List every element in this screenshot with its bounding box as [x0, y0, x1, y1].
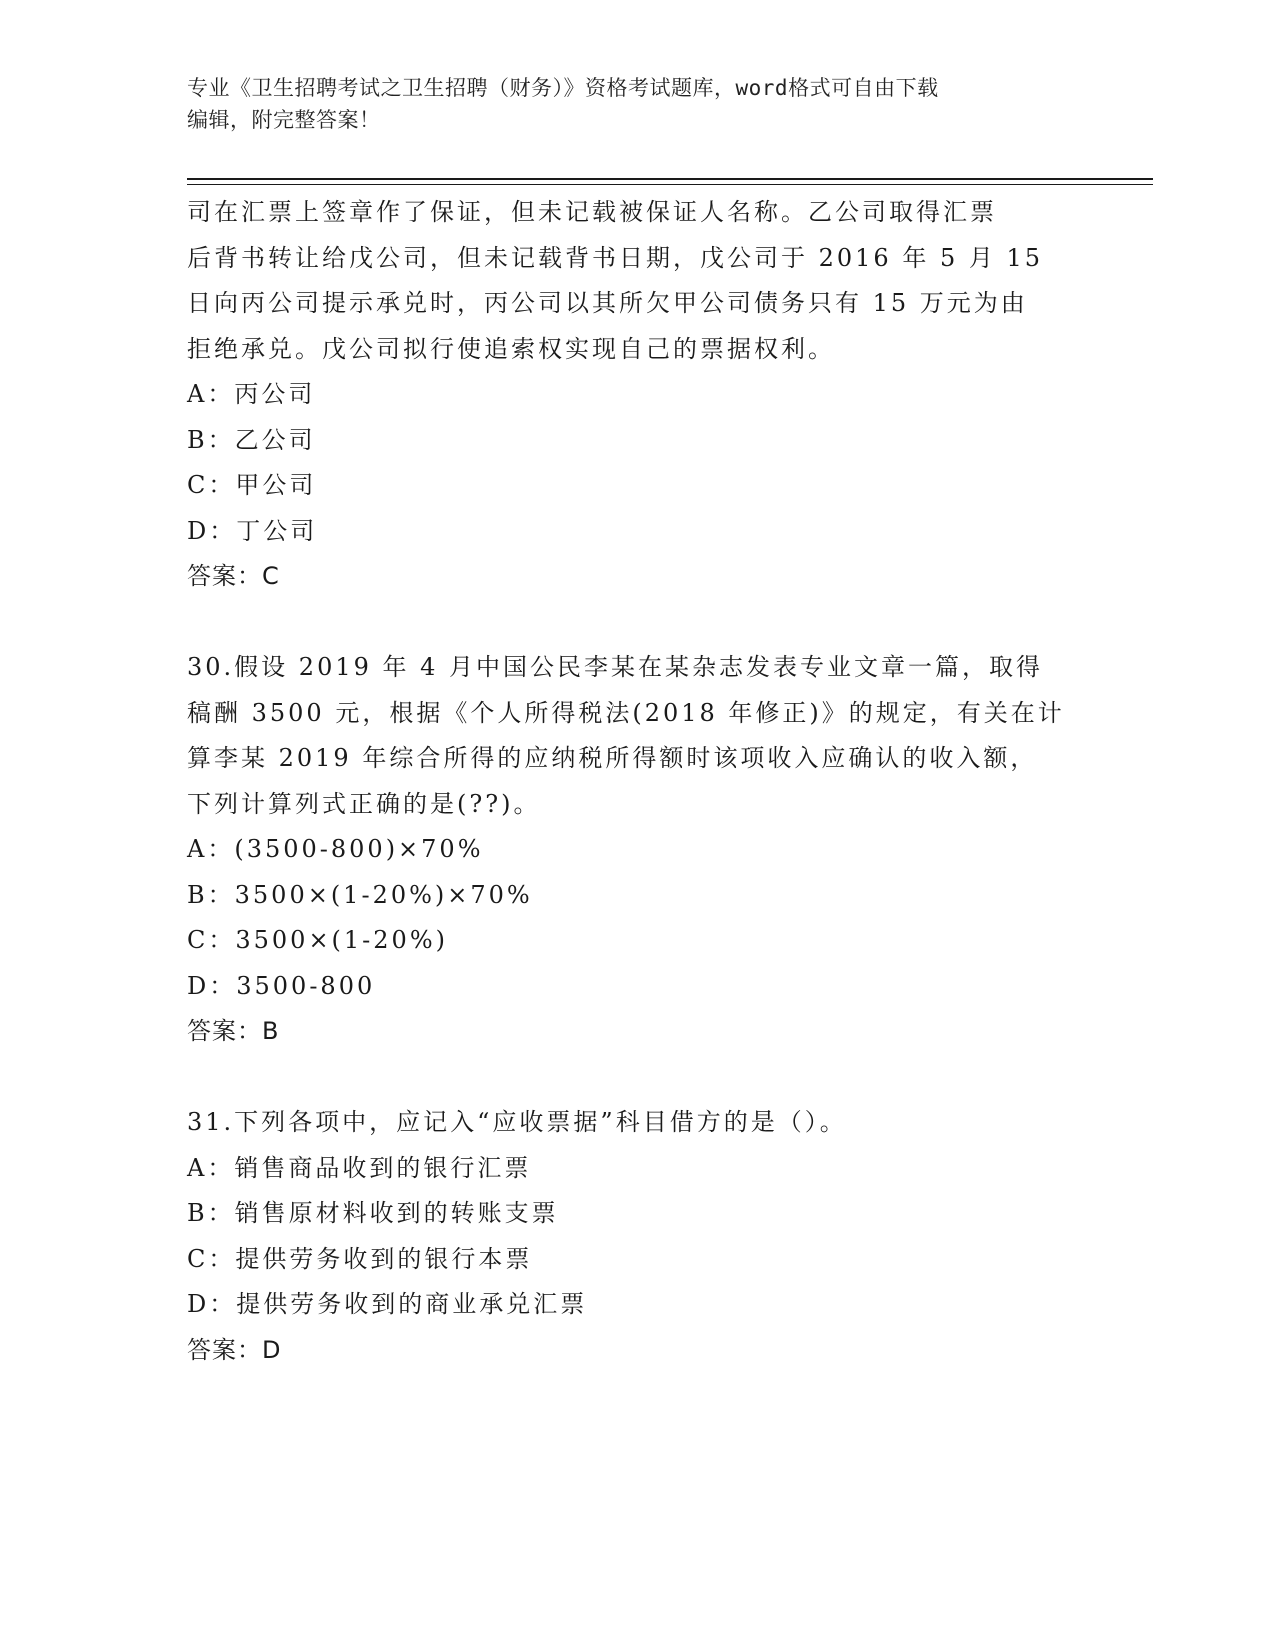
spacer — [187, 600, 1087, 646]
question-text-line: 后背书转让给戊公司，但未记载背书日期，戊公司于 2016 年 5 月 15 — [187, 243, 1044, 272]
option-d: D：3500-800 — [187, 971, 376, 1000]
header-divider-thin — [187, 184, 1153, 185]
option-d: D：丁公司 — [187, 516, 318, 545]
question-text-line: 司在汇票上签章作了保证，但未记载被保证人名称。乙公司取得汇票 — [187, 198, 997, 226]
question-30 — [187, 645, 1087, 1055]
option-a: A：丙公司 — [187, 380, 316, 408]
document-body — [187, 190, 1087, 1373]
option-a: A：(3500-800)×70% — [187, 835, 484, 863]
option-b: B：销售原材料收到的转账支票 — [187, 1199, 559, 1227]
question-text-line: 30.假设 2019 年 4 月中国公民李某在某杂志发表专业文章一篇，取得 — [187, 653, 1044, 681]
answer: 答案：B — [187, 1017, 280, 1045]
question-text-line: 31.下列各项中，应记入“应收票据”科目借方的是（）。 — [187, 1108, 847, 1136]
option-a: A：销售商品收到的银行汇票 — [187, 1153, 532, 1182]
spacer — [187, 1055, 1087, 1101]
question-31 — [187, 1100, 1087, 1373]
option-b: B：3500×(1-20%)×70% — [187, 880, 533, 909]
option-d: D：提供劳务收到的商业承兑汇票 — [187, 1290, 588, 1318]
question-text-line: 拒绝承兑。戊公司拟行使追索权实现自己的票据权利。 — [187, 334, 835, 363]
answer: 答案：D — [187, 1335, 282, 1364]
header-line: 专业《卫生招聘考试之卫生招聘（财务）》资格考试题库，word格式可自由下载 — [187, 76, 939, 100]
option-b: B：乙公司 — [187, 425, 316, 454]
question-29 — [187, 190, 1087, 600]
header-line: 编辑，附完整答案！ — [187, 108, 381, 132]
answer: 答案：C — [187, 562, 280, 590]
question-text-line: 下列计算列式正确的是(??)。 — [187, 789, 541, 818]
question-text-line: 算李某 2019 年综合所得的应纳税所得额时该项收入应确认的收入额， — [187, 744, 1038, 772]
question-text-line: 日向丙公司提示承兑时，丙公司以其所欠甲公司债务只有 15 万元为由 — [187, 289, 1028, 317]
option-c: C：提供劳务收到的银行本票 — [187, 1244, 533, 1273]
header-divider — [187, 178, 1153, 180]
option-c: C：3500×(1-20%) — [187, 926, 448, 954]
document-header — [187, 72, 1087, 136]
option-c: C：甲公司 — [187, 471, 317, 499]
question-text-line: 稿酬 3500 元，根据《个人所得税法(2018 年修正)》的规定，有关在计 — [187, 698, 1065, 727]
